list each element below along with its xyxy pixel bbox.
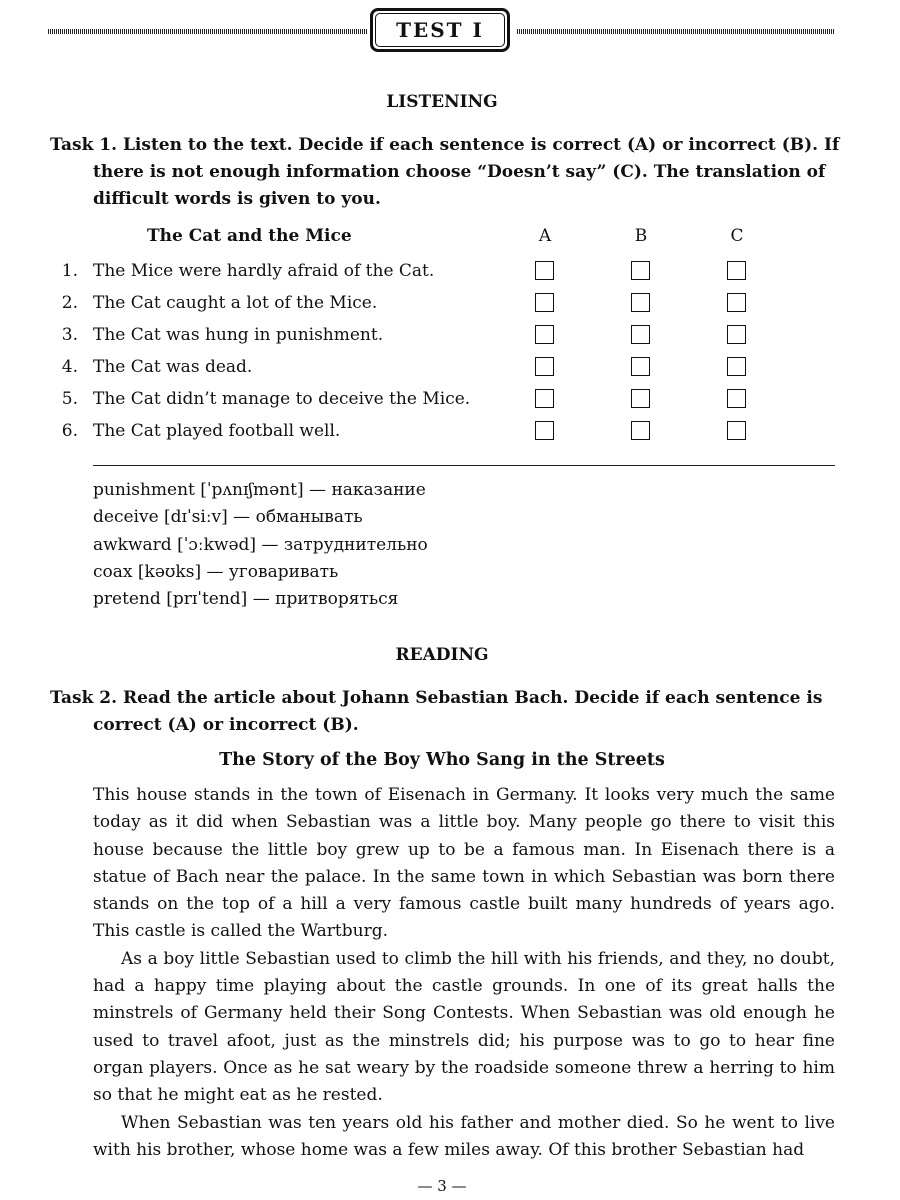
glossary-item: punishment [ˈpʌnɪʃmənt] — наказание: [93, 480, 426, 500]
column-a-header: A: [538, 226, 552, 246]
question-number: 6.: [61, 421, 78, 441]
question-text: The Cat was hung in punishment.: [93, 325, 384, 345]
question-text: The Cat played football well.: [93, 421, 341, 441]
question-row: [50, 293, 840, 317]
glossary-divider: [93, 465, 835, 466]
story-title: The Cat and the Mice: [147, 226, 352, 246]
glossary: [93, 477, 428, 613]
header-rule-right: [517, 29, 835, 34]
article-paragraph: This house stands in the town of Eisenach in Germany. It looks very much the same today as it did when Sebastian was a little boy. Many people go there to visit this house because the little boy grew up to be a famous man. In Eisenach there is a statue of Bach near the palace. In the same town in which Sebastian was born there stands on the top of a hill a very famous castle built many hundreds of years ago. This castle is called the Wartburg.: [93, 785, 835, 942]
question-row: [50, 357, 840, 381]
glossary-item: pretend [prɪˈtend] — притворяться: [93, 589, 399, 610]
question-number: 1.: [61, 261, 78, 281]
answer-b-checkbox[interactable]: [631, 421, 650, 440]
answer-c-checkbox[interactable]: [727, 325, 746, 344]
answer-c-checkbox[interactable]: [727, 421, 746, 440]
answer-b-checkbox[interactable]: [631, 389, 650, 408]
question-text: The Cat was dead.: [93, 357, 253, 377]
page-number: — 3 —: [417, 1177, 467, 1195]
question-text: The Cat caught a lot of the Mice.: [93, 293, 378, 313]
question-number: 2.: [61, 293, 78, 313]
test-title: TEST I: [396, 18, 484, 42]
answer-c-checkbox[interactable]: [727, 357, 746, 376]
glossary-item: coax [kəʊks] — уговаривать: [93, 561, 339, 582]
question-text: The Mice were hardly afraid of the Cat.: [93, 261, 435, 281]
article-paragraph: As a boy little Sebastian used to climb the hill with his friends, and they, no doubt, had a happy time playing about the castle grounds. In one of its great halls the minstrels of Germany held their Song Contests. When Sebastian was old enough he used to travel afoot, just as the minstrels did; his purpose was to go to hear fine organ players. Once as he sat weary by the roadside someone threw a herring to him so that he might eat as he rested.: [93, 948, 835, 1106]
glossary-item: deceive [dɪˈsiːv] — обманывать: [93, 507, 363, 528]
answer-a-checkbox[interactable]: [535, 325, 554, 344]
answer-c-checkbox[interactable]: [727, 293, 746, 312]
article-body: [93, 782, 835, 1164]
header-rule-left: [48, 29, 368, 34]
answer-b-checkbox[interactable]: [631, 357, 650, 376]
test-title-frame: [370, 8, 510, 52]
question-number: 4.: [61, 357, 78, 377]
glossary-item: awkward [ˈɔːkwəd] — затруднительно: [93, 534, 428, 555]
answer-b-checkbox[interactable]: [631, 261, 650, 280]
column-b-header: B: [634, 226, 648, 246]
question-row: [50, 421, 840, 445]
article-title: The Story of the Boy Who Sang in the Streets: [219, 750, 665, 770]
article-paragraph: When Sebastian was ten years old his father and mother died. So he went to live with his brother, whose home was a few miles away. Of this brother Sebastian had: [93, 1112, 835, 1160]
listening-heading: LISTENING: [386, 92, 498, 112]
task1-instruction: Task 1. Listen to the text. Decide if each sentence is correct (A) or incorrect (B). If there is not enough information choose “Doesn’t say” (C). The translation of difficult words is given to you.: [50, 135, 840, 209]
answer-b-checkbox[interactable]: [631, 293, 650, 312]
column-c-header: C: [730, 226, 744, 246]
question-row: [50, 325, 840, 349]
question-number: 3.: [61, 325, 78, 345]
answer-a-checkbox[interactable]: [535, 261, 554, 280]
question-row: [50, 261, 840, 285]
question-number: 5.: [61, 389, 78, 409]
answer-a-checkbox[interactable]: [535, 357, 554, 376]
reading-heading: READING: [395, 645, 489, 665]
question-row: [50, 389, 840, 413]
answer-a-checkbox[interactable]: [535, 293, 554, 312]
answer-c-checkbox[interactable]: [727, 261, 746, 280]
answer-b-checkbox[interactable]: [631, 325, 650, 344]
answer-c-checkbox[interactable]: [727, 389, 746, 408]
test-header: [48, 8, 835, 56]
answer-a-checkbox[interactable]: [535, 421, 554, 440]
question-text: The Cat didn’t manage to deceive the Mice.: [93, 389, 471, 409]
answer-a-checkbox[interactable]: [535, 389, 554, 408]
task2-instruction: Task 2. Read the article about Johann Sebastian Bach. Decide if each sentence is correct (A) or incorrect (B).: [50, 688, 823, 735]
